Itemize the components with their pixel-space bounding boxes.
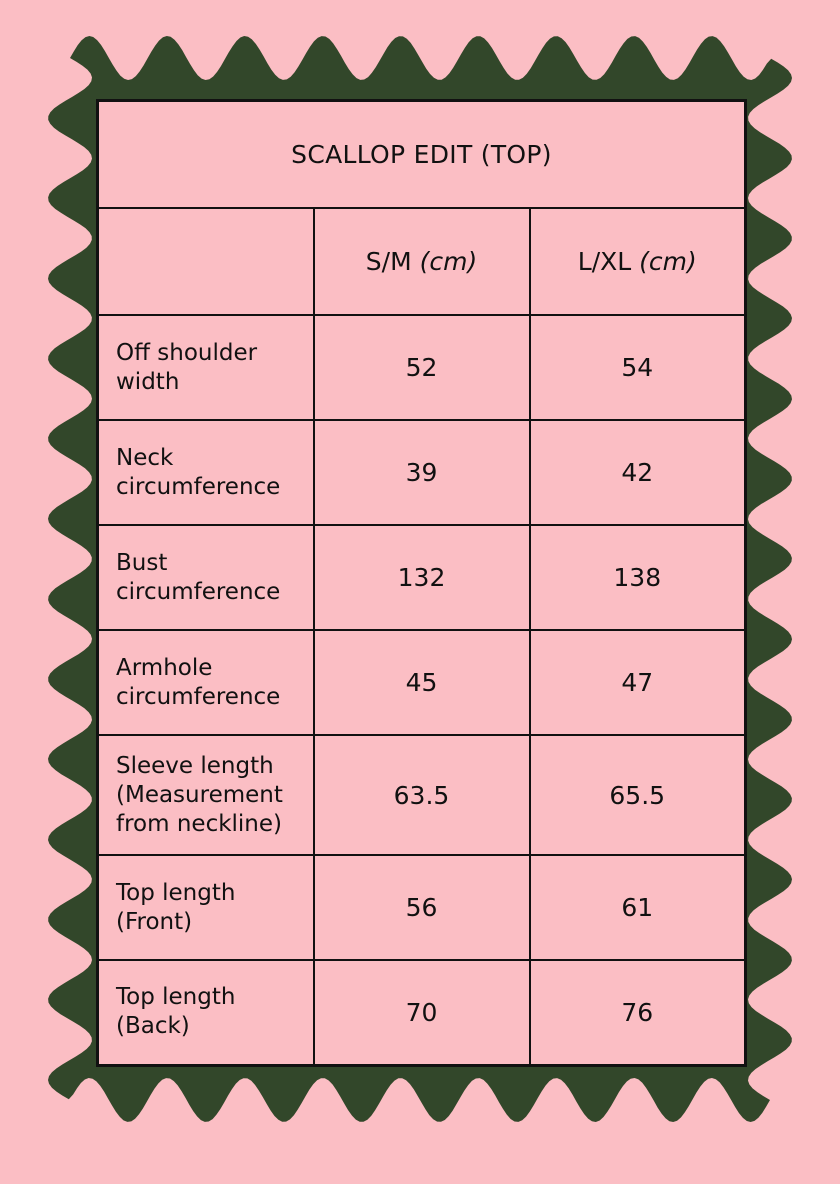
row-label-line: Off shoulder: [116, 339, 258, 366]
size-chart-table: [96, 99, 747, 1067]
header-row: [98, 208, 746, 315]
value-lxl: 65.5: [530, 735, 746, 855]
header-lxl-unit: (cm): [639, 247, 697, 276]
row-label: [98, 735, 314, 855]
value-sm: 70: [314, 960, 530, 1065]
row-label-line: circumference: [116, 473, 281, 500]
table-row: [98, 735, 746, 855]
row-label-line: circumference: [116, 683, 281, 710]
value-lxl: 47: [530, 630, 746, 735]
row-label-line: (Measurement: [116, 781, 283, 808]
row-label: [98, 855, 314, 960]
row-label: [98, 630, 314, 735]
row-label: [98, 315, 314, 420]
value-lxl: 42: [530, 420, 746, 525]
value-lxl: 54: [530, 315, 746, 420]
row-label: [98, 420, 314, 525]
title-row: [98, 101, 746, 209]
header-lxl-size: L/XL: [577, 247, 632, 276]
value-lxl: 76: [530, 960, 746, 1065]
header-sm: [314, 208, 530, 315]
header-empty-cell: [98, 208, 314, 315]
row-label-line: Armhole: [116, 654, 213, 681]
value-lxl: 138: [530, 525, 746, 630]
table-row: [98, 420, 746, 525]
row-label-line: Neck: [116, 444, 174, 471]
header-sm-unit: (cm): [419, 247, 478, 276]
row-label-line: Sleeve length: [116, 752, 274, 779]
row-label: [98, 525, 314, 630]
row-label-line: Bust: [116, 549, 168, 576]
header-sm-size: S/M: [365, 247, 412, 276]
value-sm: 56: [314, 855, 530, 960]
table-row: [98, 315, 746, 420]
table-row: [98, 855, 746, 960]
table-row: [98, 525, 746, 630]
value-sm: 45: [314, 630, 530, 735]
value-sm: 39: [314, 420, 530, 525]
table-row: [98, 630, 746, 735]
row-label-line: from neckline): [116, 810, 283, 837]
row-label-line: width: [116, 368, 180, 395]
value-sm: 132: [314, 525, 530, 630]
header-lxl: [530, 208, 746, 315]
row-label-line: circumference: [116, 578, 281, 605]
row-label-line: Top length: [116, 984, 236, 1011]
table-row: [98, 960, 746, 1065]
row-label-line: Top length: [116, 879, 236, 906]
row-label-line: (Front): [116, 908, 193, 935]
row-label-line: (Back): [116, 1013, 190, 1040]
value-lxl: 61: [530, 855, 746, 960]
table-title: SCALLOP EDIT (TOP): [98, 101, 746, 209]
value-sm: 52: [314, 315, 530, 420]
value-sm: 63.5: [314, 735, 530, 855]
row-label: [98, 960, 314, 1065]
